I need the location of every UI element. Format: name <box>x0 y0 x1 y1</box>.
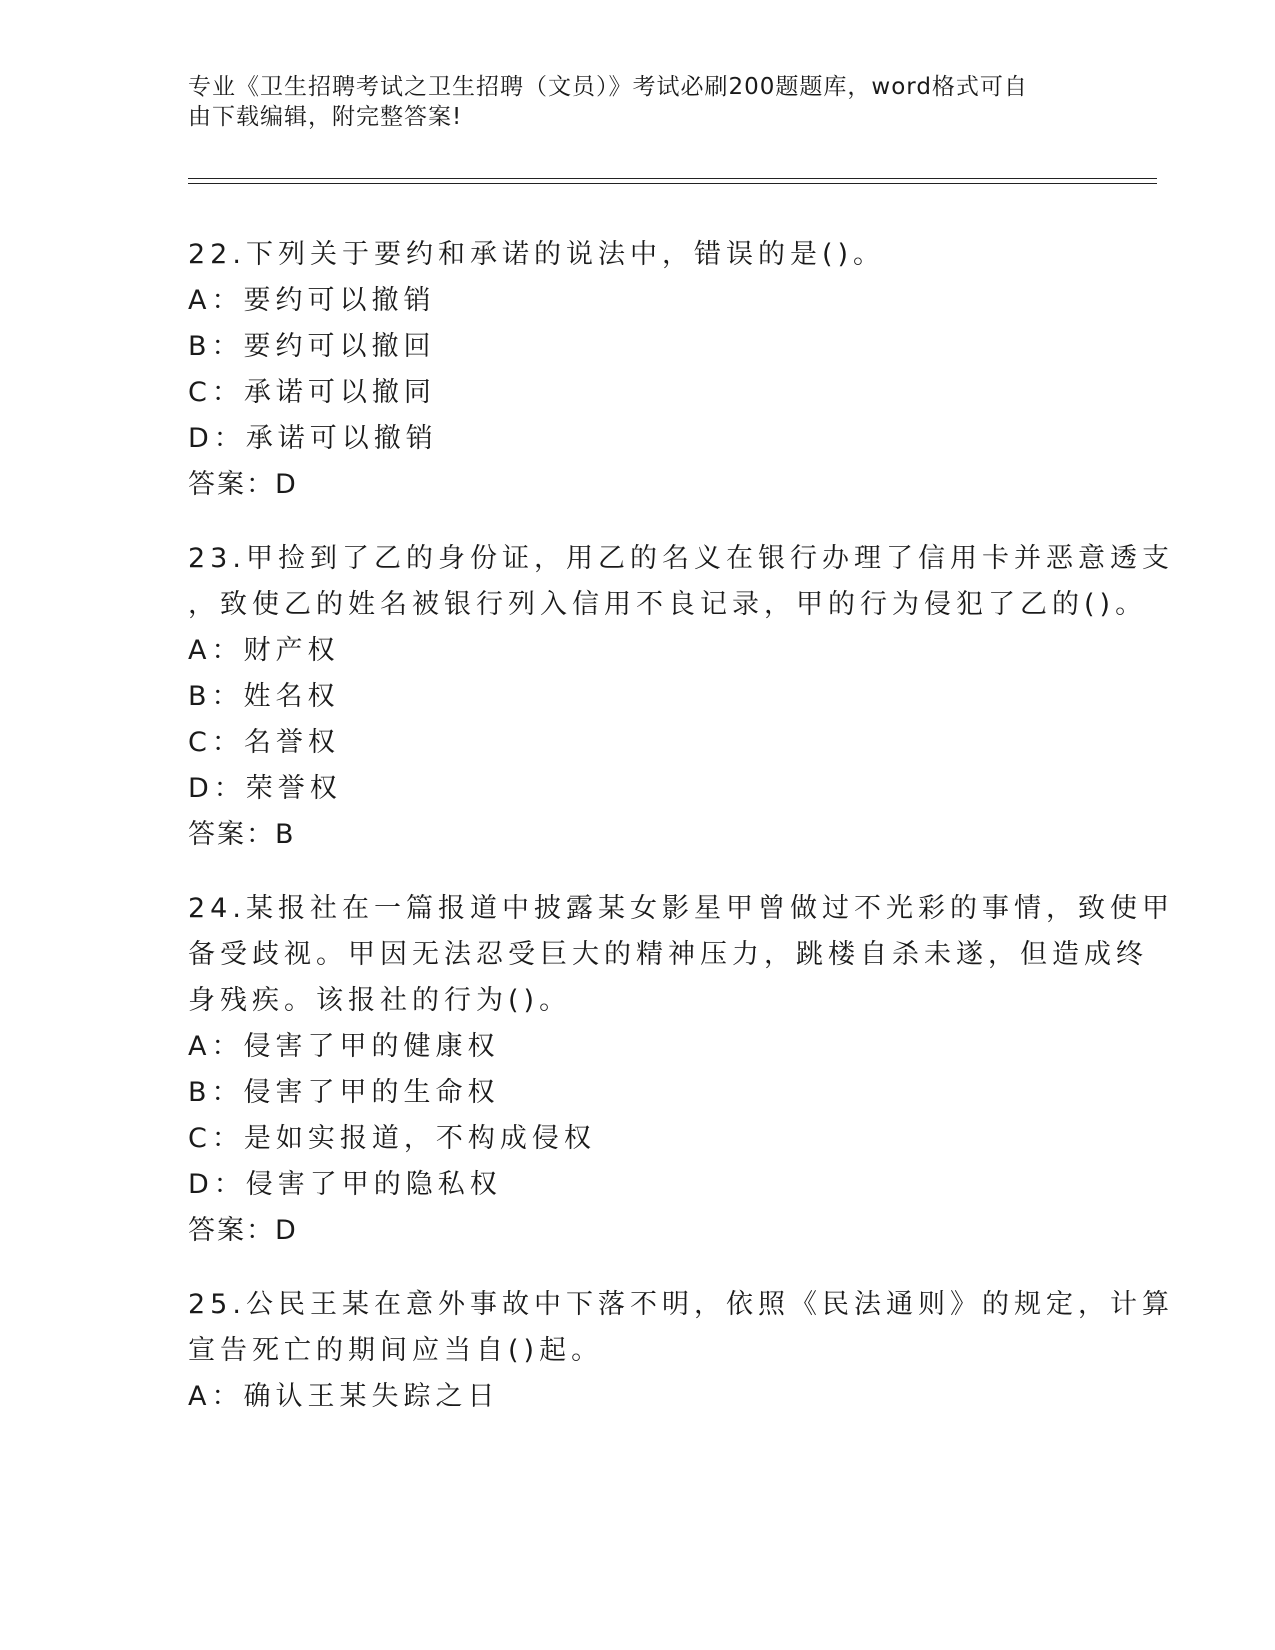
option-a: A：财产权 <box>188 635 340 666</box>
answer-line: 答案：B <box>188 819 296 850</box>
option-b: B：侵害了甲的生命权 <box>188 1077 500 1108</box>
header-line: 专业《卫生招聘考试之卫生招聘（文员）》考试必刷200题题库，word格式可自 <box>188 74 1028 100</box>
question-stem: 备受歧视。甲因无法忍受巨大的精神压力，跳楼自杀未遂，但造成终 <box>188 939 1148 970</box>
question-block <box>188 536 1174 858</box>
question-list <box>188 232 1174 1448</box>
question-block <box>188 232 1088 508</box>
option-c: C：名誉权 <box>188 727 340 758</box>
question-stem: 22.下列关于要约和承诺的说法中，错误的是()。 <box>188 239 886 270</box>
document-header <box>188 72 1068 132</box>
question-stem: 身残疾。该报社的行为()。 <box>188 985 572 1016</box>
option-a: A：确认王某失踪之日 <box>188 1381 500 1412</box>
question-stem: 25.公民王某在意外事故中下落不明，依照《民法通则》的规定，计算 <box>188 1289 1174 1320</box>
question-stem: 23.甲捡到了乙的身份证，用乙的名义在银行办理了信用卡并恶意透支 <box>188 543 1174 574</box>
option-b: B：要约可以撤回 <box>188 331 436 362</box>
option-c: C：承诺可以撤同 <box>188 377 436 408</box>
question-stem: 24.某报社在一篇报道中披露某女影星甲曾做过不光彩的事情，致使甲 <box>188 893 1174 924</box>
question-stem: 宣告死亡的期间应当自()起。 <box>188 1335 604 1366</box>
option-d: D：荣誉权 <box>188 773 342 804</box>
answer-line: 答案：D <box>188 469 298 500</box>
question-stem: ，致使乙的姓名被银行列入信用不良记录，甲的行为侵犯了乙的()。 <box>188 589 1148 620</box>
header-divider <box>188 183 1157 184</box>
header-line: 由下载编辑，附完整答案! <box>188 104 463 130</box>
answer-line: 答案：D <box>188 1215 298 1246</box>
header-divider <box>188 178 1157 179</box>
option-a: A：侵害了甲的健康权 <box>188 1031 500 1062</box>
option-d: D：承诺可以撤销 <box>188 423 438 454</box>
question-block <box>188 1282 1174 1420</box>
option-d: D：侵害了甲的隐私权 <box>188 1169 502 1200</box>
option-a: A：要约可以撤销 <box>188 285 436 316</box>
option-b: B：姓名权 <box>188 681 340 712</box>
question-block <box>188 886 1174 1254</box>
option-c: C：是如实报道，不构成侵权 <box>188 1123 596 1154</box>
